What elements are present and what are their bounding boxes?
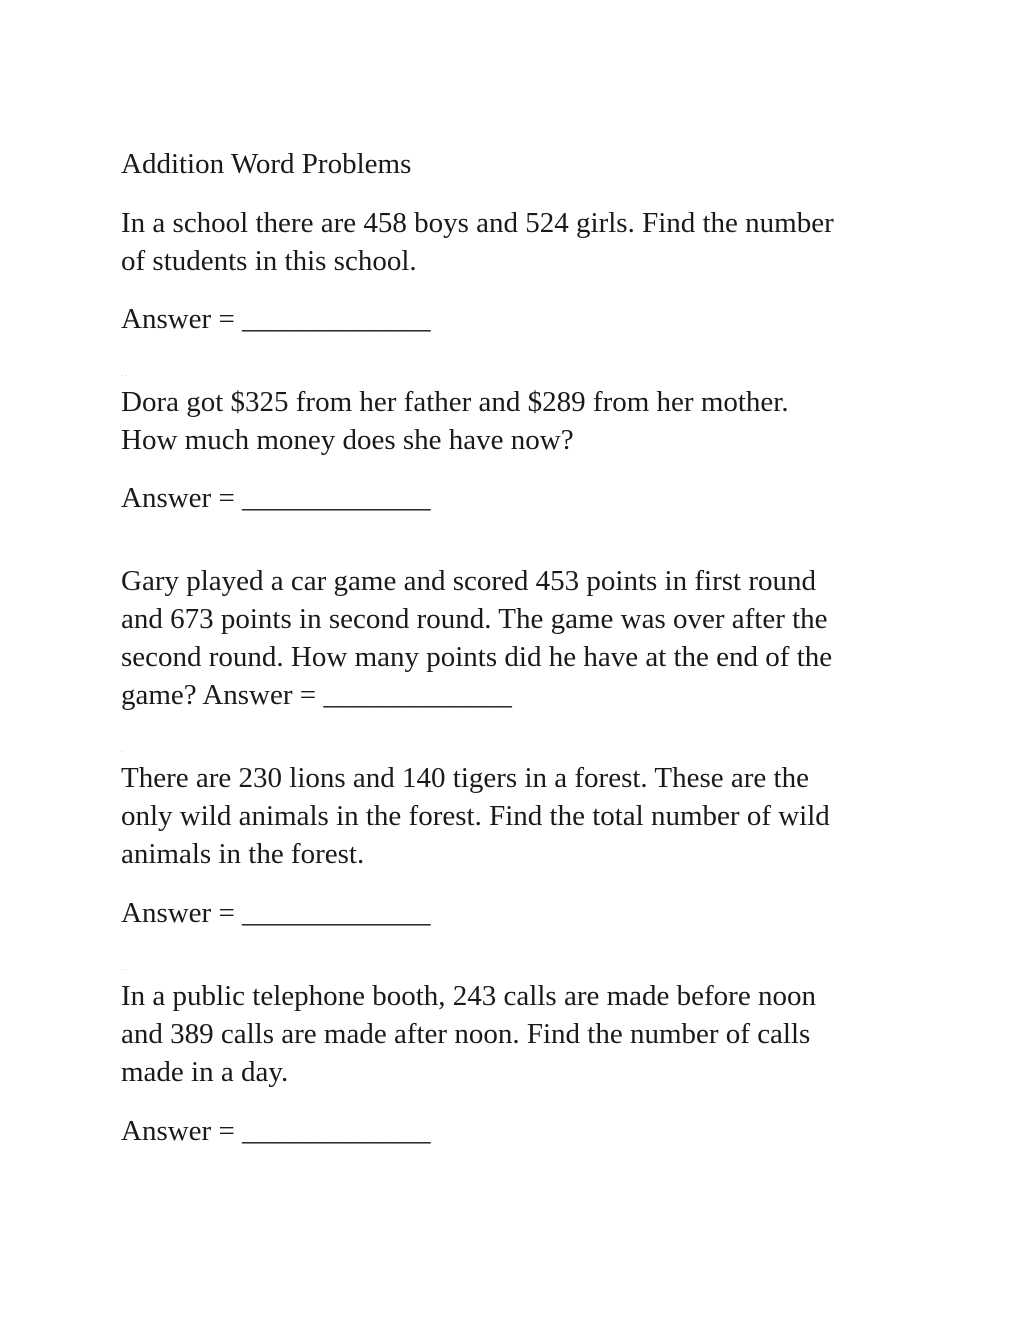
problem-1-line-1: In a school there are 458 boys and 524 girls. Find the number (121, 207, 834, 239)
page-title: Addition Word Problems (121, 148, 412, 180)
problem-1-line-2: of students in this school. (121, 245, 417, 277)
problem-5-answer: Answer = _____________ (121, 1115, 431, 1147)
problem-5-line-1: In a public telephone booth, 243 calls are made before noon (121, 980, 816, 1012)
problem-4-line-3: animals in the forest. (121, 838, 365, 870)
separator-dots: . . (121, 369, 127, 378)
problem-3-line-4: game? Answer = _____________ (121, 679, 512, 711)
problem-3-line-3: second round. How many points did he have at the end of the (121, 641, 833, 673)
separator-dots: . . (121, 963, 127, 972)
problem-1-answer: Answer = _____________ (121, 303, 431, 335)
problem-4-answer: Answer = _____________ (121, 897, 431, 929)
problem-3-line-2: and 673 points in second round. The game was over after the (121, 603, 828, 635)
problem-2-line-1: Dora got $325 from her father and $289 from her mother. (121, 386, 789, 418)
separator-dots: . (121, 745, 123, 754)
problem-5-line-3: made in a day. (121, 1056, 289, 1088)
problem-4-line-2: only wild animals in the forest. Find the total number of wild (121, 800, 830, 832)
problem-2-answer: Answer = _____________ (121, 482, 431, 514)
problem-5-line-2: and 389 calls are made after noon. Find the number of calls (121, 1018, 811, 1050)
problem-3-line-1: Gary played a car game and scored 453 points in first round (121, 565, 816, 597)
problem-4-line-1: There are 230 lions and 140 tigers in a forest. These are the (121, 762, 809, 794)
problem-2-line-2: How much money does she have now? (121, 424, 574, 456)
